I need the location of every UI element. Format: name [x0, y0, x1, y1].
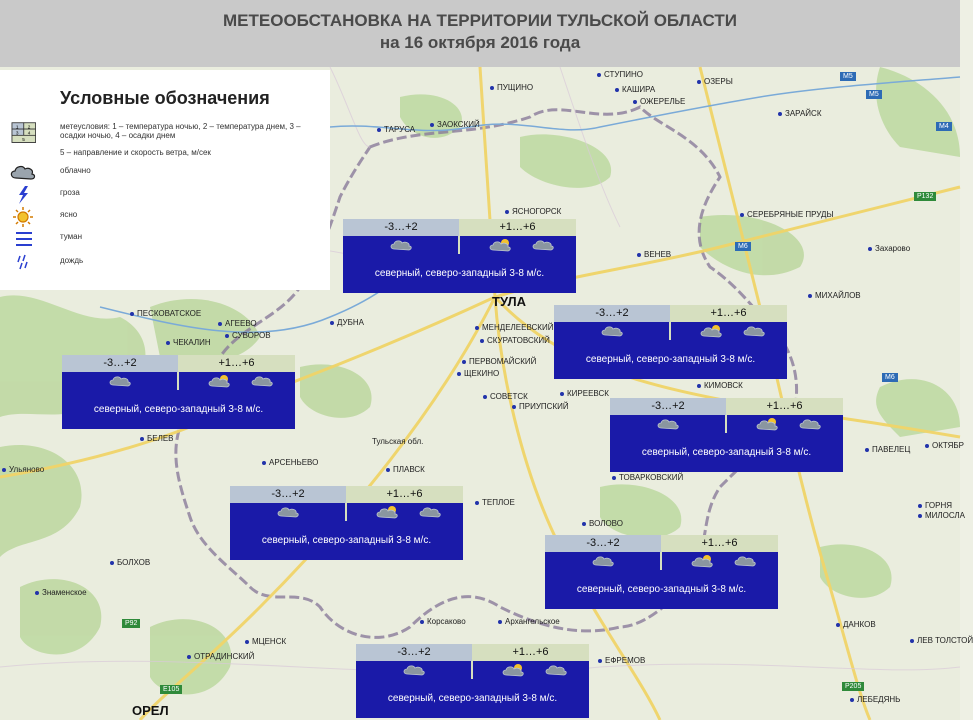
wind-text: северный, северо-западный 3-8 м/с.: [230, 521, 463, 560]
city-pavelets: ПАВЕЛЕЦ: [865, 445, 910, 454]
forecast-block[interactable]: [610, 398, 843, 472]
city-pushchino: ПУЩИНО: [490, 83, 533, 92]
cloud-icon: [401, 663, 429, 677]
city-stupino: СТУПИНО: [597, 70, 643, 79]
city-suvorov: СУВОРОВ: [225, 331, 271, 340]
legend-grid-5: 5: [22, 136, 25, 142]
legend-row-rain: [0, 252, 330, 274]
precip-row: [554, 322, 787, 340]
city-otradinsky: ОТРАДИНСКИЙ: [187, 652, 254, 661]
cloud-icon: [655, 417, 683, 431]
road-m5-east: M5: [866, 90, 882, 99]
wind-text: северный, северо-западный 3-8 м/с.: [62, 390, 295, 429]
cloud-icon: [741, 324, 769, 338]
sun-cloud-icon: [699, 324, 729, 338]
road-m5-north: M5: [840, 72, 856, 81]
cloud-icon: [732, 554, 760, 568]
sun-cloud-icon: [375, 505, 405, 519]
night-temp: -3…+2: [610, 398, 726, 415]
night-temp: -3…+2: [230, 486, 346, 503]
sun-cloud-icon: [488, 238, 518, 252]
title-bar: [0, 0, 960, 67]
night-temp: -3…+2: [545, 535, 661, 552]
fog-icon: [6, 228, 40, 250]
city-peskovatskoe: ПЕСКОВАТСКОЕ: [130, 309, 201, 318]
cloud-icon: [599, 324, 627, 338]
legend-fog-label: туман: [60, 232, 83, 241]
cloud-icon: [6, 162, 40, 184]
legend-row-storm: [0, 184, 330, 206]
city-sovetsk: СОВЕТСК: [483, 392, 528, 401]
precip-row: [356, 661, 589, 679]
city-arkhangelskoe: Архангельское: [498, 617, 560, 626]
precip-row: [610, 415, 843, 433]
legend-row-cloudy: [0, 162, 330, 184]
city-efremov: ЕФРЕМОВ: [598, 656, 645, 665]
sun-icon: [6, 206, 40, 228]
city-tarusa: ТАРУСА: [377, 125, 415, 134]
legend-grid-icon: [6, 122, 40, 144]
city-belev: БЕЛЕВ: [140, 434, 174, 443]
wind-text: северный, северо-западный 3-8 м/с.: [356, 679, 589, 718]
road-p205: P205: [842, 682, 864, 691]
city-tovarkovsky: ТОВАРКОВСКИЙ: [612, 473, 683, 482]
rain-icon: [6, 252, 40, 274]
city-serebryanye-prudy: СЕРЕБРЯНЫЕ ПРУДЫ: [740, 210, 834, 219]
night-temp: -3…+2: [554, 305, 670, 322]
city-plavsk: ПЛАВСК: [386, 465, 425, 474]
road-p132: P132: [914, 192, 936, 201]
city-volovo: ВОЛОВО: [582, 519, 623, 528]
city-gorny: ГОРНЯ: [918, 501, 952, 510]
forecast-block[interactable]: [356, 644, 589, 718]
road-m6-center: M6: [735, 242, 751, 251]
sun-cloud-icon: [755, 417, 785, 431]
legend: [0, 70, 330, 290]
legend-row-conditions: [0, 122, 330, 150]
day-temp: +1…+6: [178, 355, 295, 372]
city-mtsensk: МЦЕНСК: [245, 637, 286, 646]
road-m4: M4: [936, 122, 952, 131]
city-tula: ТУЛА: [492, 294, 527, 309]
precip-row: [545, 552, 778, 570]
city-ozery: ОЗЕРЫ: [697, 77, 733, 86]
precip-row: [230, 503, 463, 521]
road-p92: P92: [122, 619, 140, 628]
city-chekalin: ЧЕКАЛИН: [166, 338, 211, 347]
night-temp: -3…+2: [62, 355, 178, 372]
cloud-icon: [543, 663, 571, 677]
night-temp: -3…+2: [343, 219, 459, 236]
cloud-icon: [275, 505, 303, 519]
city-oktyabr: ОКТЯБР: [925, 441, 964, 450]
city-tulskaya-obl: Тульская обл.: [372, 437, 424, 446]
legend-heading: Условные обозначения: [60, 88, 270, 108]
legend-wind-note: 5 – направление и скорость ветра, м/сек: [60, 148, 211, 157]
city-mendeleevsky: МЕНДЕЛЕЕВСКИЙ: [475, 323, 553, 332]
city-znamenskoe: Знаменское: [35, 588, 87, 597]
legend-cloudy-label: облачно: [60, 166, 91, 175]
city-venev: ВЕНЕВ: [637, 250, 671, 259]
road-e105: E105: [160, 685, 182, 694]
city-mikhailov: МИХАЙЛОВ: [808, 291, 861, 300]
legend-clear-label: ясно: [60, 210, 78, 219]
legend-storm-label: гроза: [60, 188, 80, 197]
city-dubna: ДУБНА: [330, 318, 364, 327]
day-temp: +1…+6: [346, 486, 463, 503]
city-miloslav: МИЛОСЛА: [918, 511, 965, 520]
city-ageevo: АГЕЕВО: [218, 319, 257, 328]
cloud-icon: [590, 554, 618, 568]
title-line-1: МЕТЕООБСТАНОВКА НА ТЕРРИТОРИИ ТУЛЬСКОЙ ОБЛАСТИ: [223, 11, 737, 30]
city-kimovsk: КИМОВСК: [697, 381, 743, 390]
wind-text: северный, северо-западный 3-8 м/с.: [610, 433, 843, 472]
cloud-icon: [797, 417, 825, 431]
sun-cloud-icon: [501, 663, 531, 677]
legend-grid-3: 3: [15, 130, 19, 136]
cloud-icon: [417, 505, 445, 519]
wind-text: северный, северо-западный 3-8 м/с.: [343, 254, 576, 293]
title-line-2: на 16 октября 2016 года: [379, 33, 581, 52]
day-temp: +1…+6: [670, 305, 787, 322]
precip-row: [62, 372, 295, 390]
city-skuratovsky: СКУРАТОВСКИЙ: [480, 336, 550, 345]
road-m6-east: M6: [882, 373, 898, 382]
forecast-block[interactable]: [343, 219, 576, 293]
legend-conditions-text: метеусловия: 1 – температура ночью, 2 – температура днем, 3 – осадки ночью, 4 – осадки днем: [60, 122, 301, 140]
city-priupsky: ПРИУПСКИЙ: [512, 402, 569, 411]
forecast-block[interactable]: [545, 535, 778, 609]
city-zaoksky: ЗАОКСКИЙ: [430, 120, 480, 129]
forecast-block[interactable]: [554, 305, 787, 379]
city-pervomaysky: ПЕРВОМАЙСКИЙ: [462, 357, 536, 366]
night-temp: -3…+2: [356, 644, 472, 661]
city-lebedyan: ЛЕБЕДЯНЬ: [850, 695, 900, 704]
day-temp: +1…+6: [661, 535, 778, 552]
cloud-icon: [249, 374, 277, 388]
legend-grid-4: 4: [27, 130, 31, 136]
city-bolkhov: БОЛХОВ: [110, 558, 150, 567]
city-ozherelye: ОЖЕРЕЛЬЕ: [633, 97, 685, 106]
forecast-block[interactable]: [62, 355, 295, 429]
legend-grid-1: 1: [15, 124, 19, 130]
forecast-block[interactable]: [230, 486, 463, 560]
legend-rain-label: дождь: [60, 256, 84, 265]
wind-text: северный, северо-западный 3-8 м/с.: [554, 340, 787, 379]
city-teploe: ТЕПЛОЕ: [475, 498, 515, 507]
legend-row-fog: [0, 228, 330, 250]
city-korsakovo: Корсаково: [420, 617, 466, 626]
city-arsenyevo: АРСЕНЬЕВО: [262, 458, 318, 467]
sun-cloud-icon: [690, 554, 720, 568]
city-orel: ОРЕЛ: [132, 703, 169, 718]
cloud-icon: [530, 238, 558, 252]
legend-row-clear: [0, 206, 330, 228]
cloud-icon: [107, 374, 135, 388]
precip-row: [343, 236, 576, 254]
city-ulyanovo: Ульяново: [2, 465, 44, 474]
city-kashira: КАШИРА: [615, 85, 655, 94]
city-dankov: ДАНКОВ: [836, 620, 876, 629]
city-zakharovo: Захарово: [868, 244, 910, 253]
day-temp: +1…+6: [459, 219, 576, 236]
city-kireevsk: КИРЕЕВСК: [560, 389, 609, 398]
city-lev-tolstoy: ЛЕВ ТОЛСТОЙ: [910, 636, 973, 645]
wind-text: северный, северо-западный 3-8 м/с.: [545, 570, 778, 609]
cloud-icon: [388, 238, 416, 252]
legend-grid-2: 2: [27, 124, 31, 130]
day-temp: +1…+6: [472, 644, 589, 661]
day-temp: +1…+6: [726, 398, 843, 415]
lightning-icon: [6, 184, 40, 206]
city-zaraysk: ЗАРАЙСК: [778, 109, 822, 118]
city-shchekino: ЩЕКИНО: [457, 369, 499, 378]
sun-cloud-icon: [207, 374, 237, 388]
city-yasnogorsk: ЯСНОГОРСК: [505, 207, 561, 216]
